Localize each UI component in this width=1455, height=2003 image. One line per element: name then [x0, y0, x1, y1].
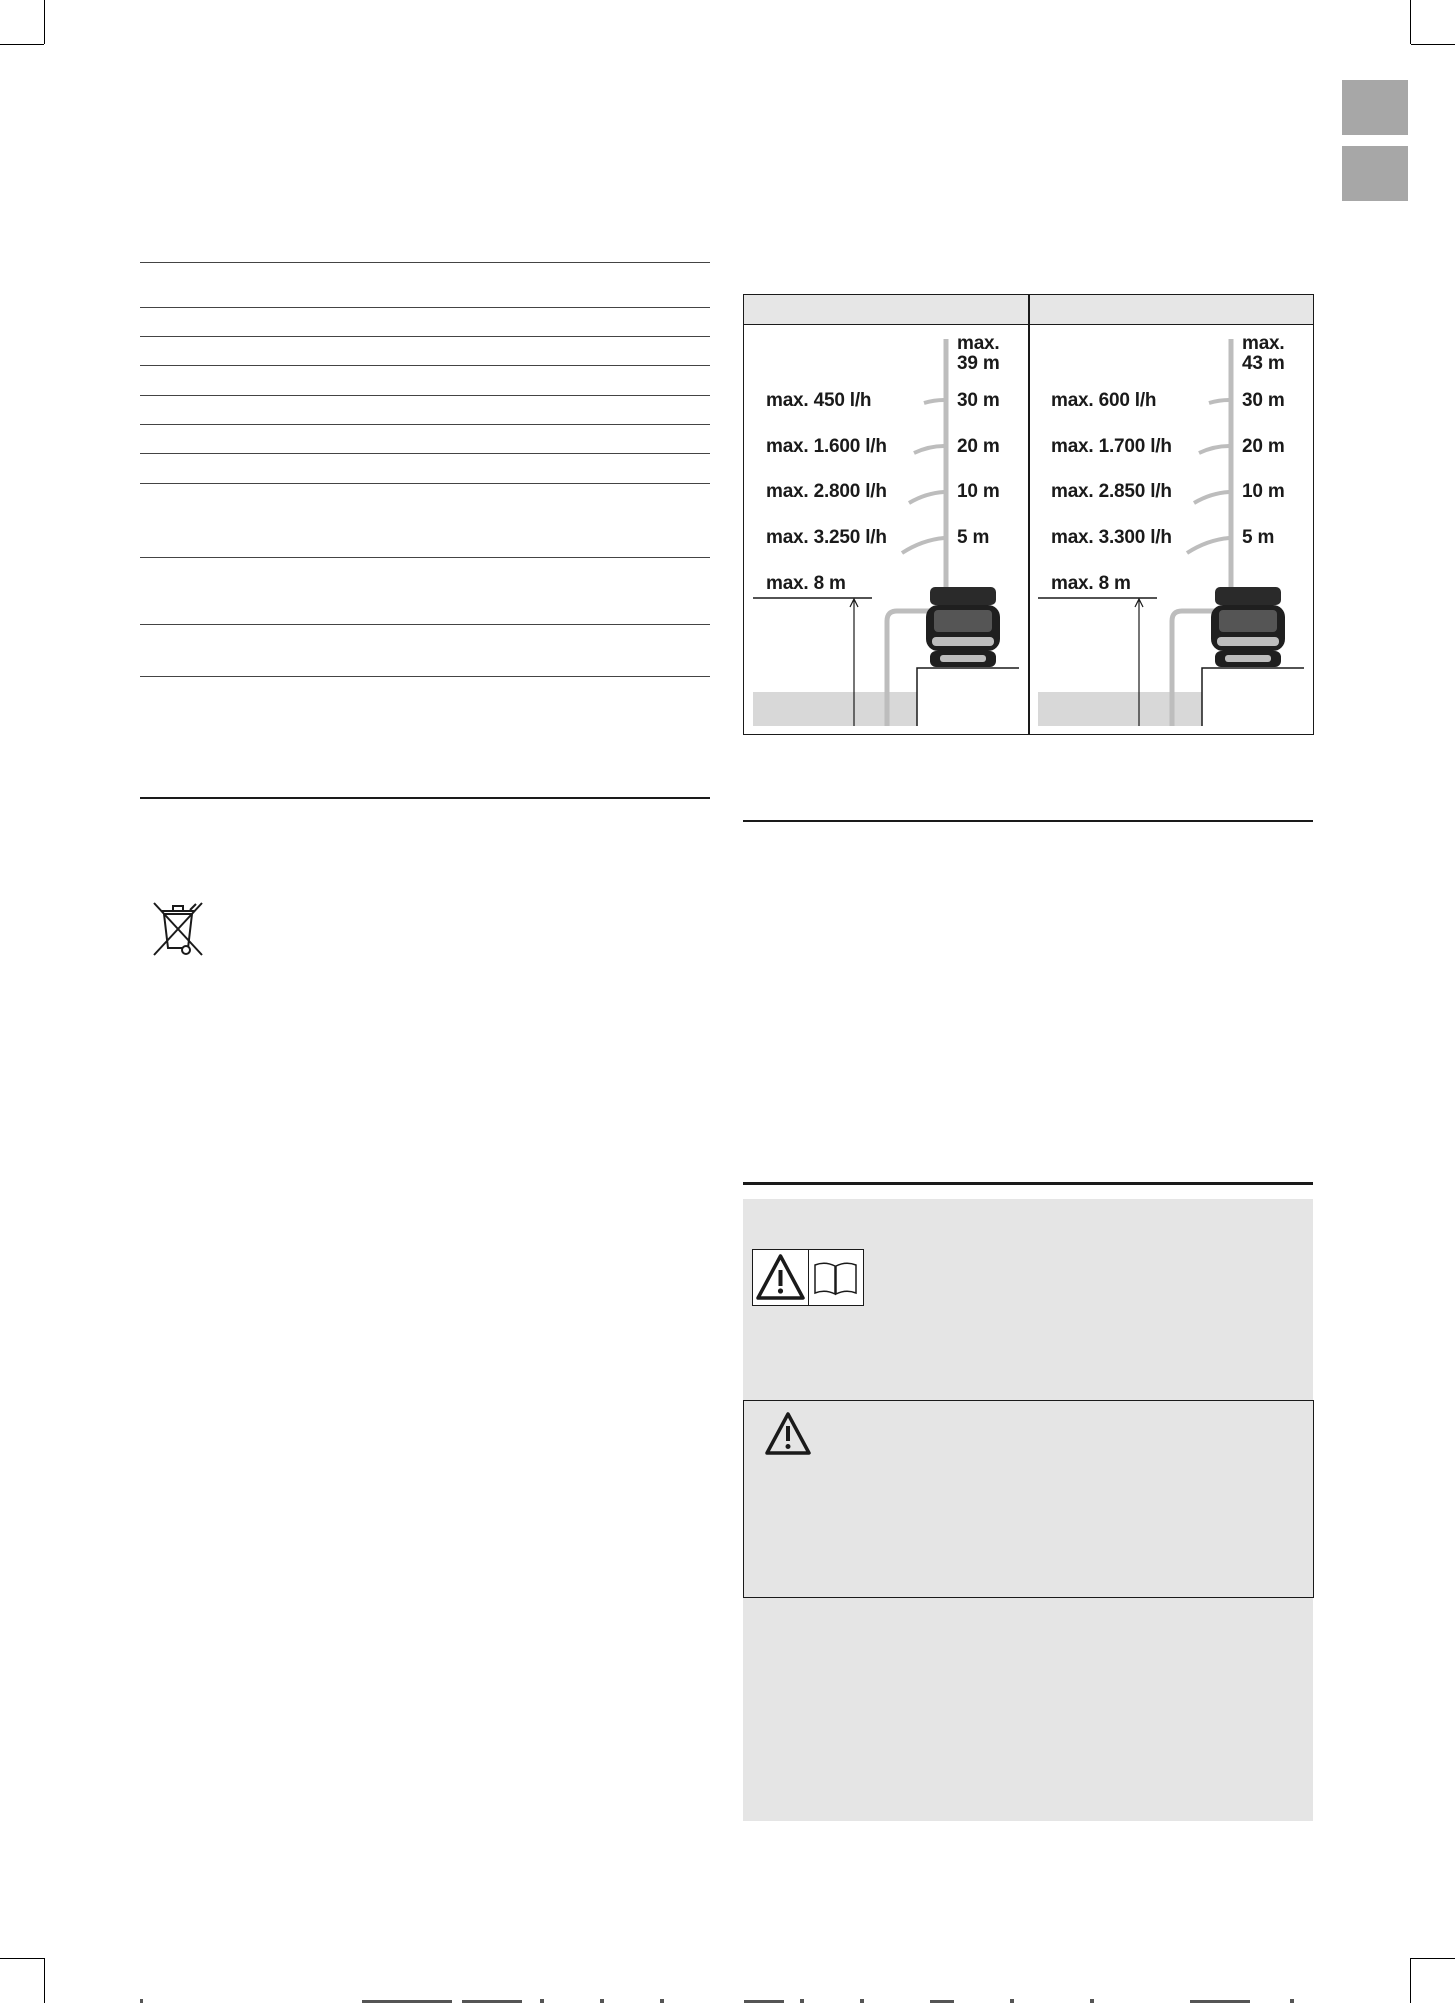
suction-height-label: max. 8 m: [1051, 573, 1131, 594]
crop-mark: [0, 1958, 44, 1959]
head-label: 5 m: [957, 527, 990, 548]
head-label: 10 m: [957, 481, 1000, 502]
table-rule: [140, 336, 710, 337]
performance-diagram: [743, 294, 1314, 735]
crop-mark: [0, 44, 44, 45]
flow-rate-label: max. 3.300 l/h: [1051, 527, 1172, 548]
warning-triangle-icon: [753, 1250, 809, 1305]
warning-box: [743, 1400, 1314, 1598]
crop-mark: [44, 1958, 45, 2003]
head-label: 20 m: [957, 436, 1000, 457]
crop-mark: [1410, 1958, 1411, 2003]
section-rule: [140, 797, 710, 799]
section-rule: [743, 820, 1313, 822]
head-label: 10 m: [1242, 481, 1285, 502]
language-tab[interactable]: [1342, 80, 1408, 135]
table-rule: [140, 676, 710, 677]
safety-icon-group: [752, 1249, 864, 1306]
flow-rate-label: max. 600 l/h: [1051, 390, 1157, 411]
table-rule: [140, 424, 710, 425]
crop-mark: [1410, 0, 1411, 44]
max-head-label-line2: 39 m: [957, 353, 1000, 374]
diagram-panel-left: [744, 325, 1028, 734]
table-rule: [140, 557, 710, 558]
head-label: 30 m: [1242, 390, 1285, 411]
flow-rate-label: max. 1.600 l/h: [766, 436, 887, 457]
table-rule: [140, 307, 710, 308]
table-rule: [140, 262, 710, 263]
max-head-label-line2: 43 m: [1242, 353, 1285, 374]
head-label: 20 m: [1242, 436, 1285, 457]
section-rule: [743, 1182, 1313, 1185]
table-rule: [140, 453, 710, 454]
max-head-label-line1: max.: [1242, 333, 1285, 354]
flow-rate-label: max. 450 l/h: [766, 390, 872, 411]
crossed-out-wheelie-bin-icon: [150, 900, 206, 958]
language-tab[interactable]: [1342, 146, 1408, 201]
head-label: 5 m: [1242, 527, 1275, 548]
print-registration-marks: [140, 1998, 1320, 2003]
flow-rate-label: max. 1.700 l/h: [1051, 436, 1172, 457]
crop-mark: [44, 0, 45, 44]
flow-rate-label: max. 2.850 l/h: [1051, 481, 1172, 502]
table-rule: [140, 395, 710, 396]
flow-rate-label: max. 2.800 l/h: [766, 481, 887, 502]
flow-rate-label: max. 3.250 l/h: [766, 527, 887, 548]
warning-triangle-icon: [762, 1409, 814, 1459]
open-book-icon: [808, 1250, 863, 1305]
suction-height-label: max. 8 m: [766, 573, 846, 594]
table-rule: [140, 483, 710, 484]
head-label: 30 m: [957, 390, 1000, 411]
crop-mark: [1411, 44, 1455, 45]
max-head-label-line1: max.: [957, 333, 1000, 354]
diagram-panel-right: [1029, 325, 1313, 734]
table-rule: [140, 365, 710, 366]
crop-mark: [1411, 1958, 1455, 1959]
table-rule: [140, 624, 710, 625]
